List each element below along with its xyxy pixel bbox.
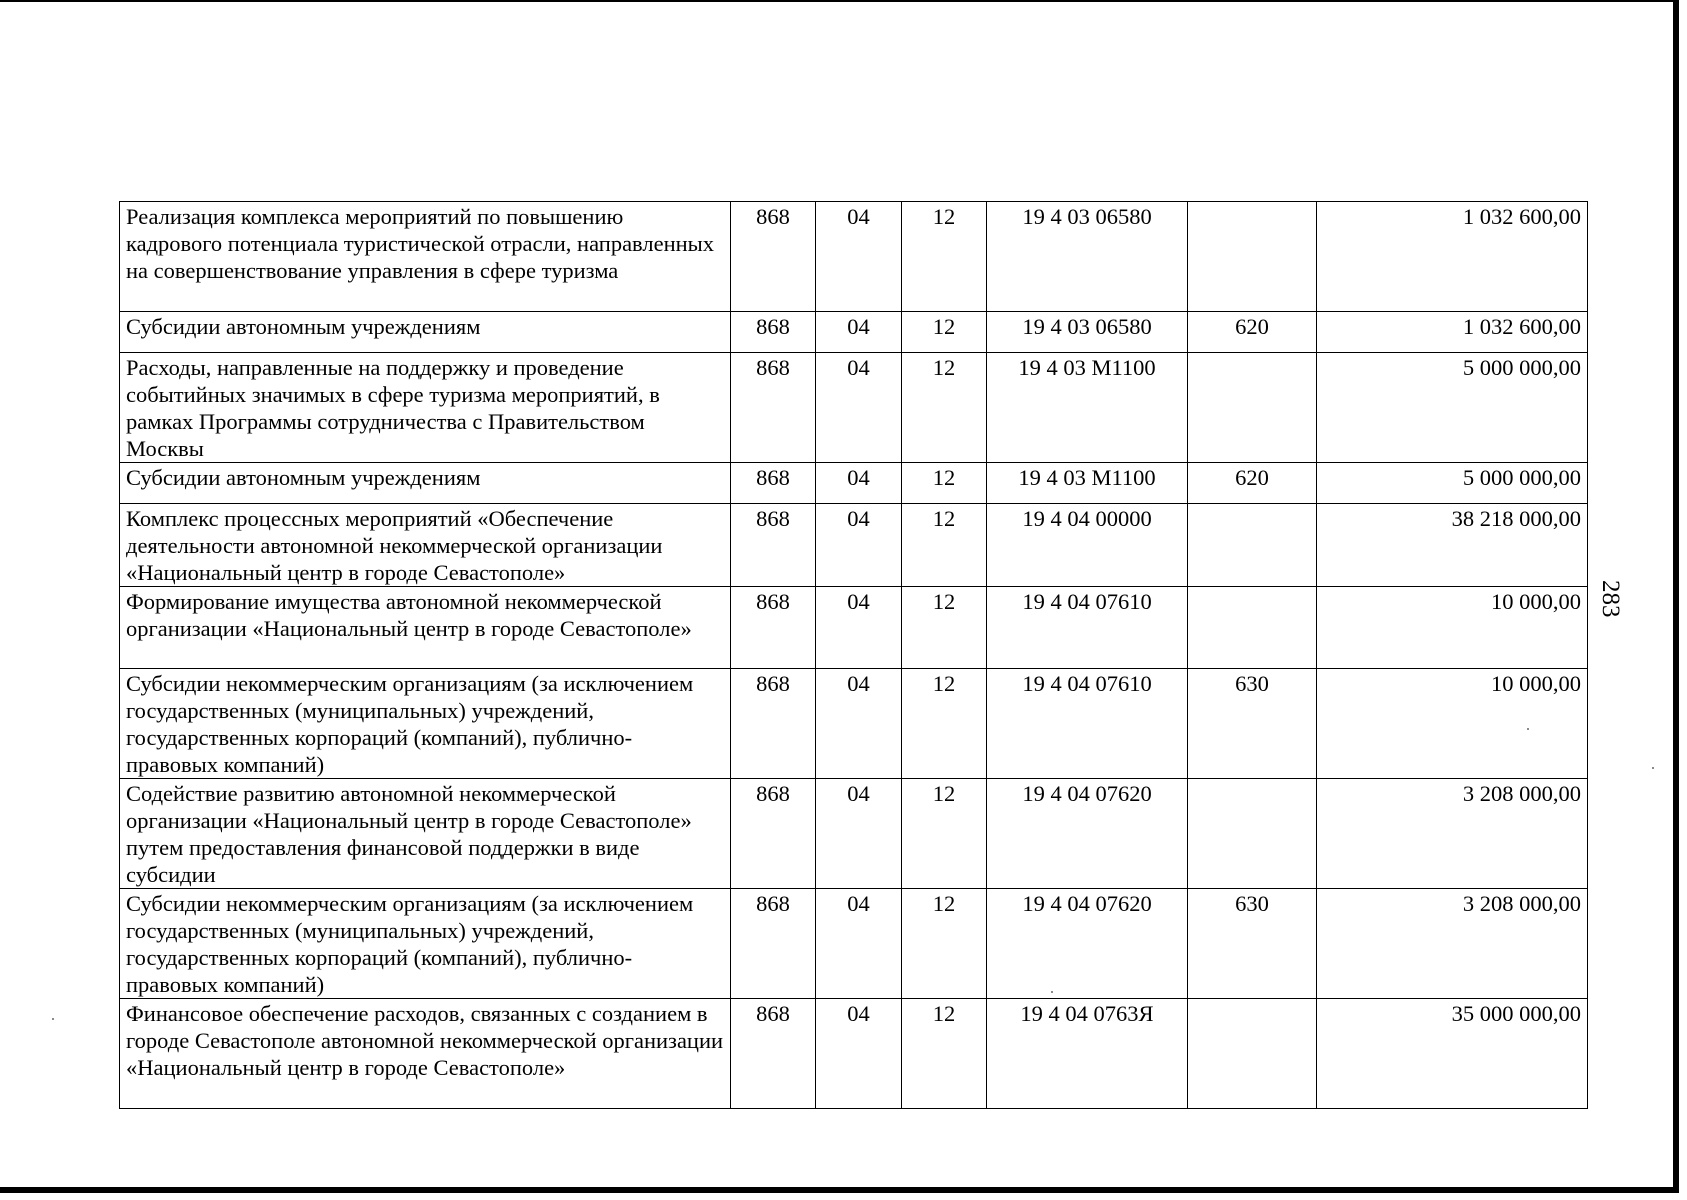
row-ministry-code: 868 [731,999,816,1109]
row-description: Комплекс процессных мероприятий «Обеспечение деятельности автономной некоммерческой организации «Национальный центр в городе Севастополе» [120,504,731,587]
row-target-article: 19 4 04 07620 [987,779,1188,889]
row-amount: 3 208 000,00 [1317,779,1588,889]
table-row [120,504,1588,587]
budget-table [119,201,1588,1109]
table-row [120,889,1588,999]
row-ministry-code: 868 [731,669,816,779]
row-expense-type: 630 [1188,889,1317,999]
row-target-article: 19 4 03 M1100 [987,353,1188,463]
table-row [120,353,1588,463]
row-target-article: 19 4 04 00000 [987,504,1188,587]
row-subsection-code: 12 [902,889,987,999]
row-subsection-code: 12 [902,504,987,587]
row-target-article: 19 4 03 06580 [987,202,1188,312]
row-amount: 1 032 600,00 [1317,202,1588,312]
row-subsection-code: 12 [902,312,987,353]
scan-speck [52,1018,54,1020]
row-description: Финансовое обеспечение расходов, связанных с созданием в городе Севастополе автономной некоммерческой организации «Национальный центр в городе Севастополе» [120,999,731,1109]
table-row [120,463,1588,504]
row-target-article: 19 4 04 0763Я [987,999,1188,1109]
row-expense-type: 620 [1188,463,1317,504]
scan-speck [1051,991,1053,993]
row-target-article: 19 4 03 06580 [987,312,1188,353]
row-expense-type [1188,779,1317,889]
row-section-code: 04 [816,312,902,353]
row-subsection-code: 12 [902,463,987,504]
table-row [120,587,1588,669]
row-ministry-code: 868 [731,353,816,463]
row-amount: 3 208 000,00 [1317,889,1588,999]
row-target-article: 19 4 04 07610 [987,669,1188,779]
row-subsection-code: 12 [902,779,987,889]
row-section-code: 04 [816,587,902,669]
row-ministry-code: 868 [731,889,816,999]
row-expense-type [1188,353,1317,463]
row-description: Расходы, направленные на поддержку и проведение событийных значимых в сфере туризма мероприятий, в рамках Программы сотрудничества с Правительством Москвы [120,353,731,463]
row-description: Субсидии автономным учреждениям [120,312,731,353]
row-section-code: 04 [816,504,902,587]
row-subsection-code: 12 [902,587,987,669]
row-section-code: 04 [816,669,902,779]
row-amount: 35 000 000,00 [1317,999,1588,1109]
table-row [120,669,1588,779]
row-target-article: 19 4 04 07610 [987,587,1188,669]
row-description: Формирование имущества автономной некоммерческой организации «Национальный центр в городе Севастополе» [120,587,731,669]
row-subsection-code: 12 [902,999,987,1109]
row-amount: 10 000,00 [1317,587,1588,669]
row-description: Реализация комплекса мероприятий по повышению кадрового потенциала туристической отрасли, направленных на совершенствование управления в сфере туризма [120,202,731,312]
row-amount: 38 218 000,00 [1317,504,1588,587]
row-subsection-code: 12 [902,669,987,779]
row-description: Субсидии автономным учреждениям [120,463,731,504]
row-amount: 10 000,00 [1317,669,1588,779]
row-description: Субсидии некоммерческим организациям (за исключением государственных (муниципальных) учреждений, государственных корпораций (компаний), публично-правовых компаний) [120,669,731,779]
row-expense-type [1188,504,1317,587]
row-section-code: 04 [816,353,902,463]
row-expense-type: 630 [1188,669,1317,779]
row-expense-type [1188,587,1317,669]
row-expense-type [1188,999,1317,1109]
row-section-code: 04 [816,999,902,1109]
table-row [120,312,1588,353]
row-section-code: 04 [816,463,902,504]
table-row [120,999,1588,1109]
row-ministry-code: 868 [731,779,816,889]
row-section-code: 04 [816,889,902,999]
scan-speck [1652,767,1654,769]
scan-speck [1527,728,1529,730]
row-ministry-code: 868 [731,504,816,587]
row-subsection-code: 12 [902,353,987,463]
row-expense-type: 620 [1188,312,1317,353]
row-target-article: 19 4 03 M1100 [987,463,1188,504]
row-target-article: 19 4 04 07620 [987,889,1188,999]
row-ministry-code: 868 [731,463,816,504]
row-expense-type [1188,202,1317,312]
table-row [120,202,1588,312]
row-ministry-code: 868 [731,202,816,312]
row-description: Содействие развитию автономной некоммерческой организации «Национальный центр в городе Севастополе» путем предоставления финансовой поддержки в виде субсидии [120,779,731,889]
table-row [120,779,1588,889]
row-section-code: 04 [816,779,902,889]
row-description: Субсидии некоммерческим организациям (за исключением государственных (муниципальных) учреждений, государственных корпораций (компаний), публично-правовых компаний) [120,889,731,999]
row-amount: 5 000 000,00 [1317,463,1588,504]
page-number: 283 [1597,580,1624,618]
row-ministry-code: 868 [731,587,816,669]
row-ministry-code: 868 [731,312,816,353]
row-amount: 1 032 600,00 [1317,312,1588,353]
row-subsection-code: 12 [902,202,987,312]
table-body [120,202,1588,1109]
row-amount: 5 000 000,00 [1317,353,1588,463]
row-section-code: 04 [816,202,902,312]
